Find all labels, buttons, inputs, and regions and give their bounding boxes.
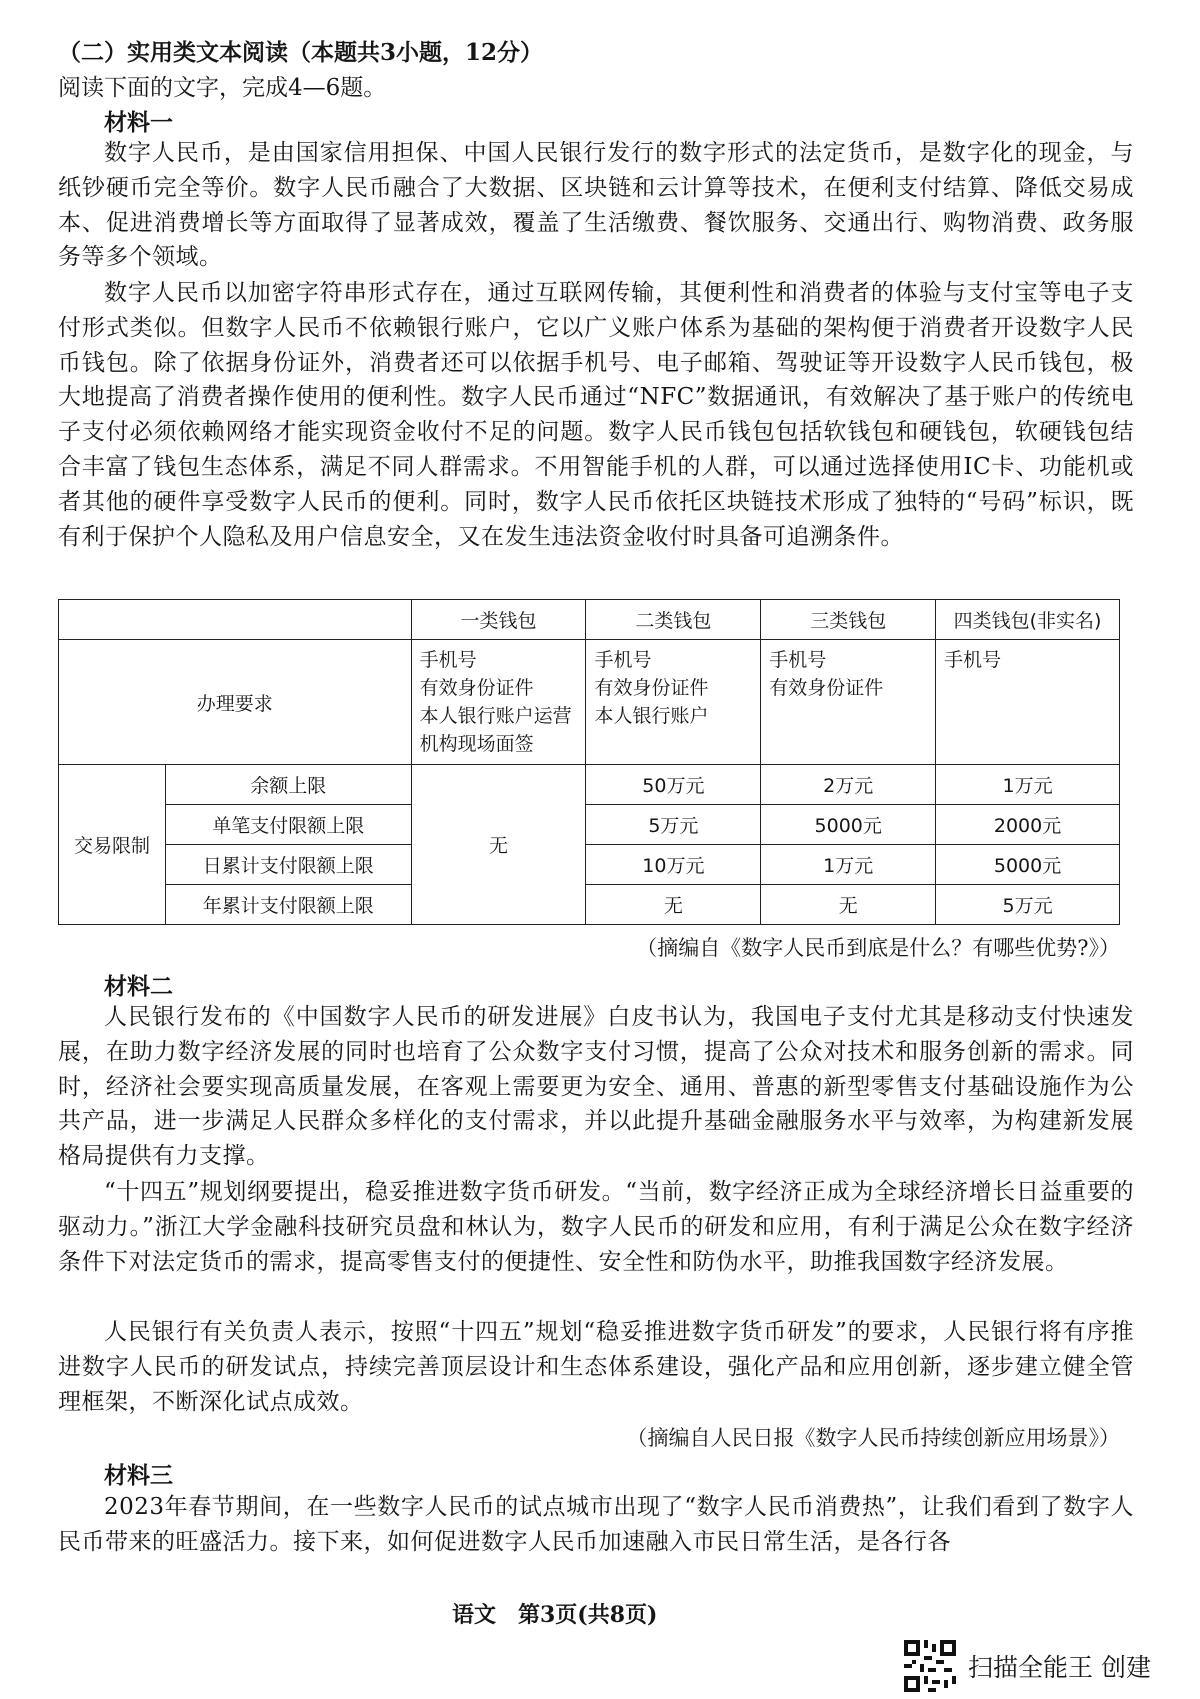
instruction: 阅读下面的文字，完成4—6题。 [58,75,387,101]
material2-paragraph-3: 人民银行有关负责人表示，按照“十四五”规划“稳妥推进数字货币研发”的要求，人民银行将有序推进数字人民币的研发试点，持续完善顶层设计和生态体系建设，强化产品和应用创新，逐步建立健全管理框架，不断深化试点成效。 [58,1319,1134,1415]
table-cell: 50万元 [586,765,761,805]
wallet1-limit-cell: 无 [411,765,586,925]
table-corner [59,600,412,640]
material2-paragraph-1: 人民银行发布的《中国数字人民币的研发进展》白皮书认为，我国电子支付尤其是移动支付快速发展，在助力数字经济发展的同时也培育了公众数字支付习惯，提高了公众对技术和服务创新的需求。同时，经济社会要实现高质量发展，在客观上需要更为安全、通用、普惠的新型零售支付基础设施作为公共产品，进一步满足人民群众多样化的支付需求，并以此提升基础金融服务水平与效率，为构建新发展格局提供有力支撑。 [58,1004,1134,1170]
limit-label-single: 单笔支付限额上限 [165,805,411,845]
table-cell: 2万元 [761,765,936,805]
material3-paragraph-1: 2023年春节期间，在一些数字人民币的试点城市出现了“数字人民币消费热”，让我们看到了数字人民币带来的旺盛活力。接下来，如何促进数字人民币加速融入市民日常生活，是各行各 [58,1494,1134,1555]
table-cell: 5万元 [586,805,761,845]
material1-paragraph-1: 数字人民币，是由国家信用担保、中国人民银行发行的数字形式的法定货币，是数字化的现金，与纸钞硬币完全等价。数字人民币融合了大数据、区块链和云计算等技术，在便利支付结算、降低交易成本、促进消费增长等方面取得了显著成效，覆盖了生活缴费、餐饮服务、交通出行、购物消费、政务服务等多个领域。 [58,140,1134,271]
table-cell: 无 [586,885,761,925]
requirement-wallet-2: 手机号 有效身份证件 本人银行账户 [586,640,761,765]
page-footer: 语文 第3页(共8页) [452,1602,658,1628]
table-cell: 1万元 [761,845,936,885]
material2-source: （摘编自人民日报《数字人民币持续创新应用场景》） [626,1426,1120,1450]
table-cell: 5000元 [761,805,936,845]
limit-label-balance: 余额上限 [165,765,411,805]
material3-title: 材料三 [104,1462,173,1489]
material1-title: 材料一 [104,109,173,136]
header-wallet-4: 四类钱包(非实名) [936,600,1120,640]
material1-paragraph-2: 数字人民币以加密字符串形式存在，通过互联网传输，其便利性和消费者的体验与支付宝等电子支付形式类似。但数字人民币不依赖银行账户，它以广义账户体系为基础的架构便于消费者开设数字人民币钱包。除了依据身份证外，消费者还可以依据手机号、电子邮箱、驾驶证等开设数字人民币钱包，极大地提高了消费者操作使用的便利性。数字人民币通过“NFC”数据通讯，有效解决了基于账户的传统电子支付必须依赖网络才能实现资金收付不足的问题。数字人民币钱包包括软钱包和硬钱包，软硬钱包结合丰富了钱包生态体系，满足不同人群需求。不用智能手机的人群，可以通过选择使用IC卡、功能机或者其他的硬件享受数字人民币的便利。同时，数字人民币依托区块链技术形成了独特的“号码”标识，既有利于保护个人隐私及用户信息安全，又在发生违法资金收付时具备可追溯条件。 [58,280,1134,550]
material2-title: 材料二 [104,973,173,1000]
requirements-label: 办理要求 [59,640,412,765]
wallet-limits-table [58,599,1120,925]
requirement-wallet-4: 手机号 [936,640,1120,765]
limit-label-daily: 日累计支付限额上限 [165,845,411,885]
limit-label-yearly: 年累计支付限额上限 [165,885,411,925]
table-cell: 1万元 [936,765,1120,805]
header-wallet-3: 三类钱包 [761,600,936,640]
table-cell: 10万元 [586,845,761,885]
scanner-watermark: 扫描全能王 创建 [968,1653,1151,1682]
table-cell: 2000元 [936,805,1120,845]
header-wallet-2: 二类钱包 [586,600,761,640]
table-cell: 无 [761,885,936,925]
section-title: （二）实用类文本阅读（本题共3小题，12分） [58,39,544,66]
trade-limit-label: 交易限制 [59,765,166,925]
table-cell: 5万元 [936,885,1120,925]
table-cell: 5000元 [936,845,1120,885]
requirement-wallet-1: 手机号 有效身份证件 本人银行账户运营机构现场面签 [411,640,586,765]
qr-code-icon [904,1640,956,1692]
header-wallet-1: 一类钱包 [411,600,586,640]
material2-paragraph-2: “十四五”规划纲要提出，稳妥推进数字货币研发。“当前，数字经济正成为全球经济增长日益重要的驱动力。”浙江大学金融科技研究员盘和林认为，数字人民币的研发和应用，有利于满足公众在数字经济条件下对法定货币的需求，提高零售支付的便捷性、安全性和防伪水平，助推我国数字经济发展。 [58,1179,1134,1275]
material1-source: （摘编自《数字人民币到底是什么？有哪些优势?》） [636,936,1120,960]
requirement-wallet-3: 手机号 有效身份证件 [761,640,936,765]
